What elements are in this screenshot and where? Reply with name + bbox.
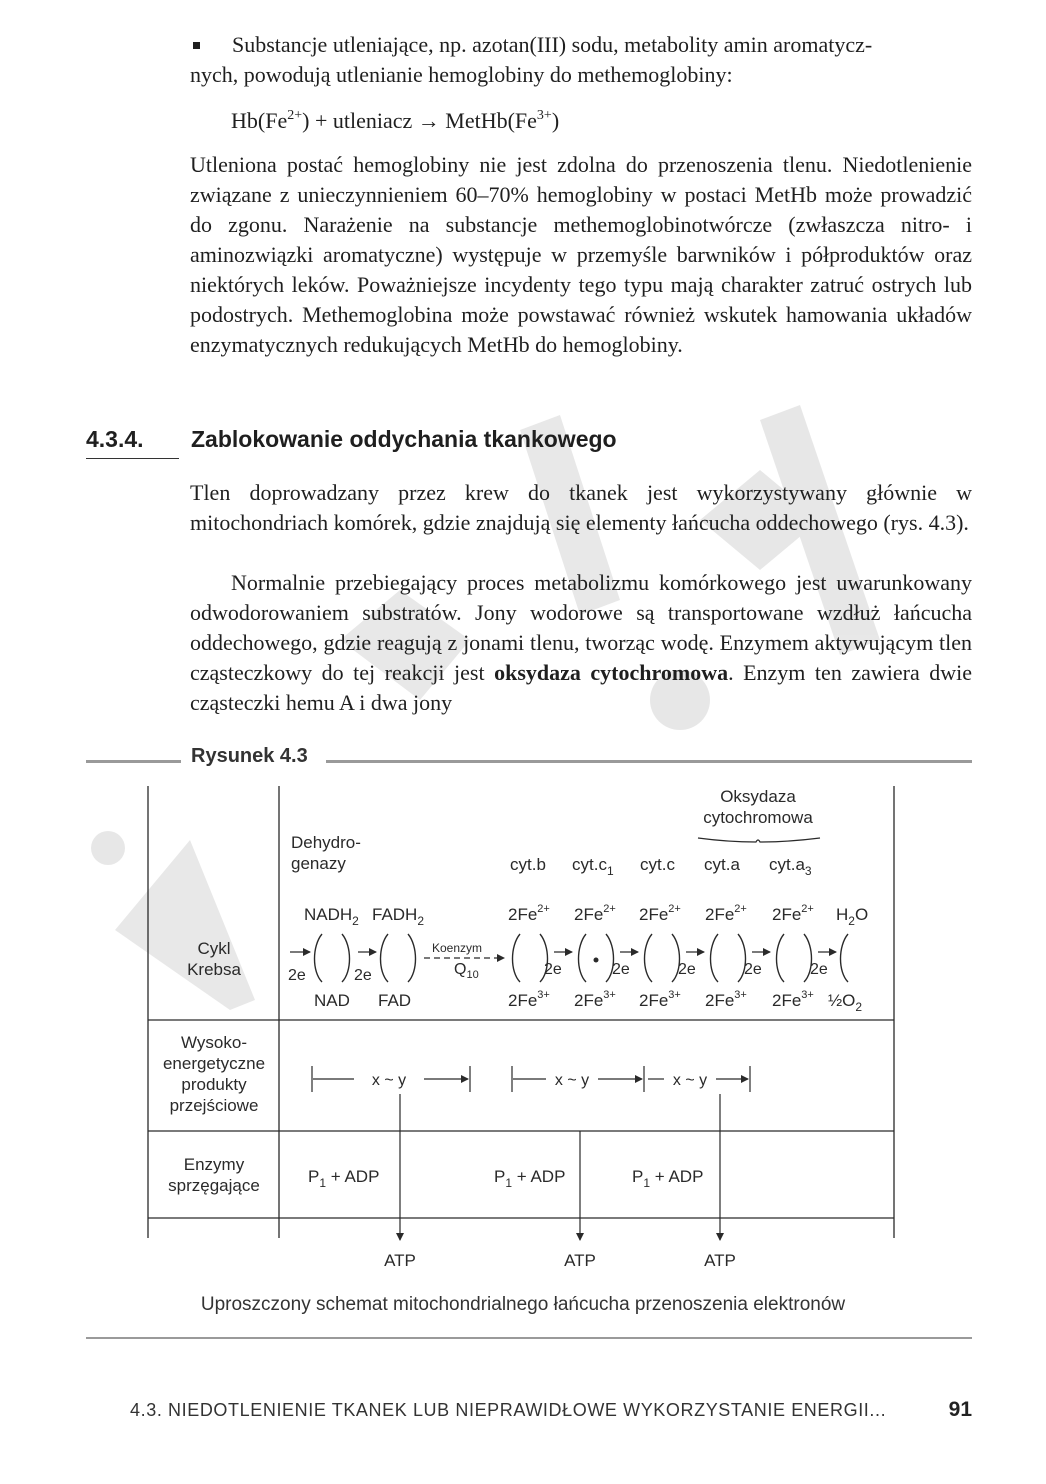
equation-left-charge: 2+ xyxy=(287,108,303,123)
row-label-krebs-1: Cykl xyxy=(197,939,231,958)
oxidase-label-2: cytochromowa xyxy=(703,808,813,827)
pi-adp-label-2: $P_1$ + ADP xyxy=(494,1167,566,1190)
figure-label: Rysunek 4.3 xyxy=(191,745,308,767)
fe3-label-cyt-c: $2Fe^{3+}$ xyxy=(639,989,681,1010)
xy-label-3: x ~ y xyxy=(672,1072,708,1089)
figure-caption: Uproszczony schemat mitochondrialnego łańcucha przenoszenia elektronów xyxy=(200,1294,846,1315)
fe2-label-cyt-c: $2Fe^{2+}$ xyxy=(639,903,681,924)
fe2-label-cyt-a3: $2Fe^{2+}$ xyxy=(772,903,814,924)
equation-left: Hb(Fe xyxy=(231,108,288,133)
bullet-item xyxy=(190,30,972,90)
bullet-text-1: Substancje utleniające, np. azotan(III) sodu, metabolity amin aromatycz- xyxy=(232,32,873,57)
redox-bracket-cyt-a3 xyxy=(777,934,785,982)
cyt-c1-label: $cyt.c_1$ xyxy=(572,855,614,878)
fe3-label-cyt-b: $2Fe^{3+}$ xyxy=(508,989,550,1010)
bullet-line-1 xyxy=(190,30,972,60)
figure-rule-right xyxy=(326,760,972,763)
pi-adp-label-1: $P_1$ + ADP xyxy=(308,1167,380,1190)
fe2-label-cyt-a: $2Fe^{2+}$ xyxy=(705,903,747,924)
electron-label-4: 2e xyxy=(612,961,630,978)
electron-label-6: 2e xyxy=(744,961,762,978)
paragraph-metabolism xyxy=(190,568,972,718)
equation-right-charge: 3+ xyxy=(536,108,552,123)
redox-bracket-fad xyxy=(381,934,389,982)
paragraph-methemoglobin: Utleniona postać hemoglobiny nie jest zdolna do przenoszenia tlenu. Niedotlenienie związane z unieczynnieniem 60–70% hemoglobiny w postaci MetHb może prowadzić do zgonu. Narażenie na substancje methemoglobinotwórcze (zwłaszcza nitro- i aminozwiązki aromatyczne) występuje w przemyśle barwników i półproduktów oraz niektórych leków. Poważniejsze incydenty tego typu mają charakter zatruć ostrych lub podostrych. Methemoglobina może powstawać również wskutek hamowania układów enzymatycznych redukujących MetHb do hemoglobiny. xyxy=(190,152,972,357)
cyt-a-label: cyt.a xyxy=(704,855,740,874)
redox-bracket-cyt-b xyxy=(513,934,521,982)
redox-bracket-fad-right xyxy=(408,934,416,982)
xy-label-1: x ~ y xyxy=(371,1072,407,1089)
fe3-label-cyt-c1: $2Fe^{3+}$ xyxy=(574,989,616,1010)
fe3-label-cyt-a: $2Fe^{3+}$ xyxy=(705,989,747,1010)
fadh2-label: $FADH_2$ xyxy=(372,905,425,928)
row-label-high-1: Wysoko- xyxy=(181,1033,247,1052)
paragraph-oxygen-transport: Tlen doprowadzany przez krew do tkanek jest wykorzystywany głównie w mitochondriach komórek, gdzie znajdują się elementy łańcucha oddechowego (rys. 4.3). xyxy=(190,480,972,535)
nad-label: NAD xyxy=(314,991,350,1010)
dehydrogenase-label-1: Dehydro- xyxy=(291,833,361,852)
section-title: Zablokowanie oddychania tkankowego xyxy=(191,426,617,452)
electron-label-3: 2e xyxy=(544,961,562,978)
fe2-label-cyt-c1: $2Fe^{2+}$ xyxy=(574,903,616,924)
bullet-square-icon xyxy=(193,42,200,49)
electron-label-5: 2e xyxy=(678,961,696,978)
electron-label-1: 2e xyxy=(288,967,306,984)
nadh2-label: $NADH_2$ xyxy=(304,905,359,928)
row-label-high-2: energetyczne xyxy=(162,1054,266,1073)
atp-label-2: ATP xyxy=(564,1251,596,1270)
page-number: 91 xyxy=(948,1398,972,1421)
fad-label: FAD xyxy=(378,991,412,1010)
water-label: $H_2O$ xyxy=(836,905,869,928)
electron-label-7: 2e xyxy=(810,961,828,978)
row-label-krebs-2: Krebsa xyxy=(187,960,241,979)
redox-bracket-cyt-c1 xyxy=(579,934,587,982)
redox-bracket-nad xyxy=(315,934,323,982)
redox-dot-cyt-c1 xyxy=(594,958,599,963)
redox-bracket-cyt-c xyxy=(645,934,653,982)
atp-label-3: ATP xyxy=(704,1251,736,1270)
coenzyme-q10-label: $Q_{10}$ xyxy=(454,961,479,981)
bullet-line-2: nych, powodują utlenianie hemoglobiny do methemoglobiny: xyxy=(190,62,733,87)
xy-label-2: x ~ y xyxy=(554,1072,590,1089)
section-number-underline xyxy=(86,458,179,459)
row-label-high-4: przejściowe xyxy=(169,1096,259,1115)
fe2-label-cyt-b: $2Fe^{2+}$ xyxy=(508,903,550,924)
coenzyme-label: Koenzym xyxy=(432,941,483,955)
section-number: 4.3.4. xyxy=(86,426,144,452)
pi-adp-label-3: $P_1$ + ADP xyxy=(632,1167,704,1190)
redox-bracket-oxygen xyxy=(841,934,849,982)
term-cytochrome-oxidase: oksydaza cytochromowa xyxy=(494,660,729,685)
atp-label-1: ATP xyxy=(384,1251,416,1270)
cyt-b-label: cyt.b xyxy=(510,855,546,874)
fe3-label-cyt-a3: $2Fe^{3+}$ xyxy=(772,989,814,1010)
running-head: 4.3. NIEDOTLENIENIE TKANEK LUB NIEPRAWIDŁOWE WYKORZYSTANIE ENERGII... xyxy=(130,1400,887,1420)
row-label-enz-1: Enzymy xyxy=(183,1155,245,1174)
dehydrogenase-label-2: genazy xyxy=(291,854,346,873)
row-label-enz-2: sprzęgające xyxy=(168,1176,260,1195)
cyt-a3-label: $cyt.a_3$ xyxy=(769,855,812,878)
electron-label-2: 2e xyxy=(354,967,372,984)
equation-middle: ) + utleniacz → MetHb(Fe xyxy=(302,108,537,133)
figure-rule-left xyxy=(86,760,181,763)
equation-end: ) xyxy=(551,108,560,133)
paragraph-metabolism-end: . Enzym ten zawiera dwie cząsteczki hemu A i dwa jony xyxy=(190,660,972,715)
paragraph-metabolism-text: Normalnie przebiegający proces metabolizmu komórkowego jest uwarunkowany odwodorowaniem substratów. Jony wodorowe są transportowane wzdłuż łańcucha oddechowego, gdzie reagują z jonami tlenu, tworząc wodę. Enzymem aktywującym tlen cząsteczkowy do tej reakcji jest xyxy=(190,570,972,685)
oxidase-label-1: Oksydaza xyxy=(720,787,796,806)
cyt-c-label: cyt.c xyxy=(640,855,675,874)
figure-bottom-rule xyxy=(86,1337,972,1339)
redox-bracket-cyt-a xyxy=(711,934,719,982)
electron-transport-diagram xyxy=(86,770,972,1290)
row-label-high-3: produkty xyxy=(181,1075,247,1094)
oxidase-brace xyxy=(698,838,820,842)
chemical-equation xyxy=(231,106,559,136)
redox-bracket-nad-right xyxy=(342,934,350,982)
oxygen-label: $\frac{1}{2}O_2$ xyxy=(828,991,863,1014)
